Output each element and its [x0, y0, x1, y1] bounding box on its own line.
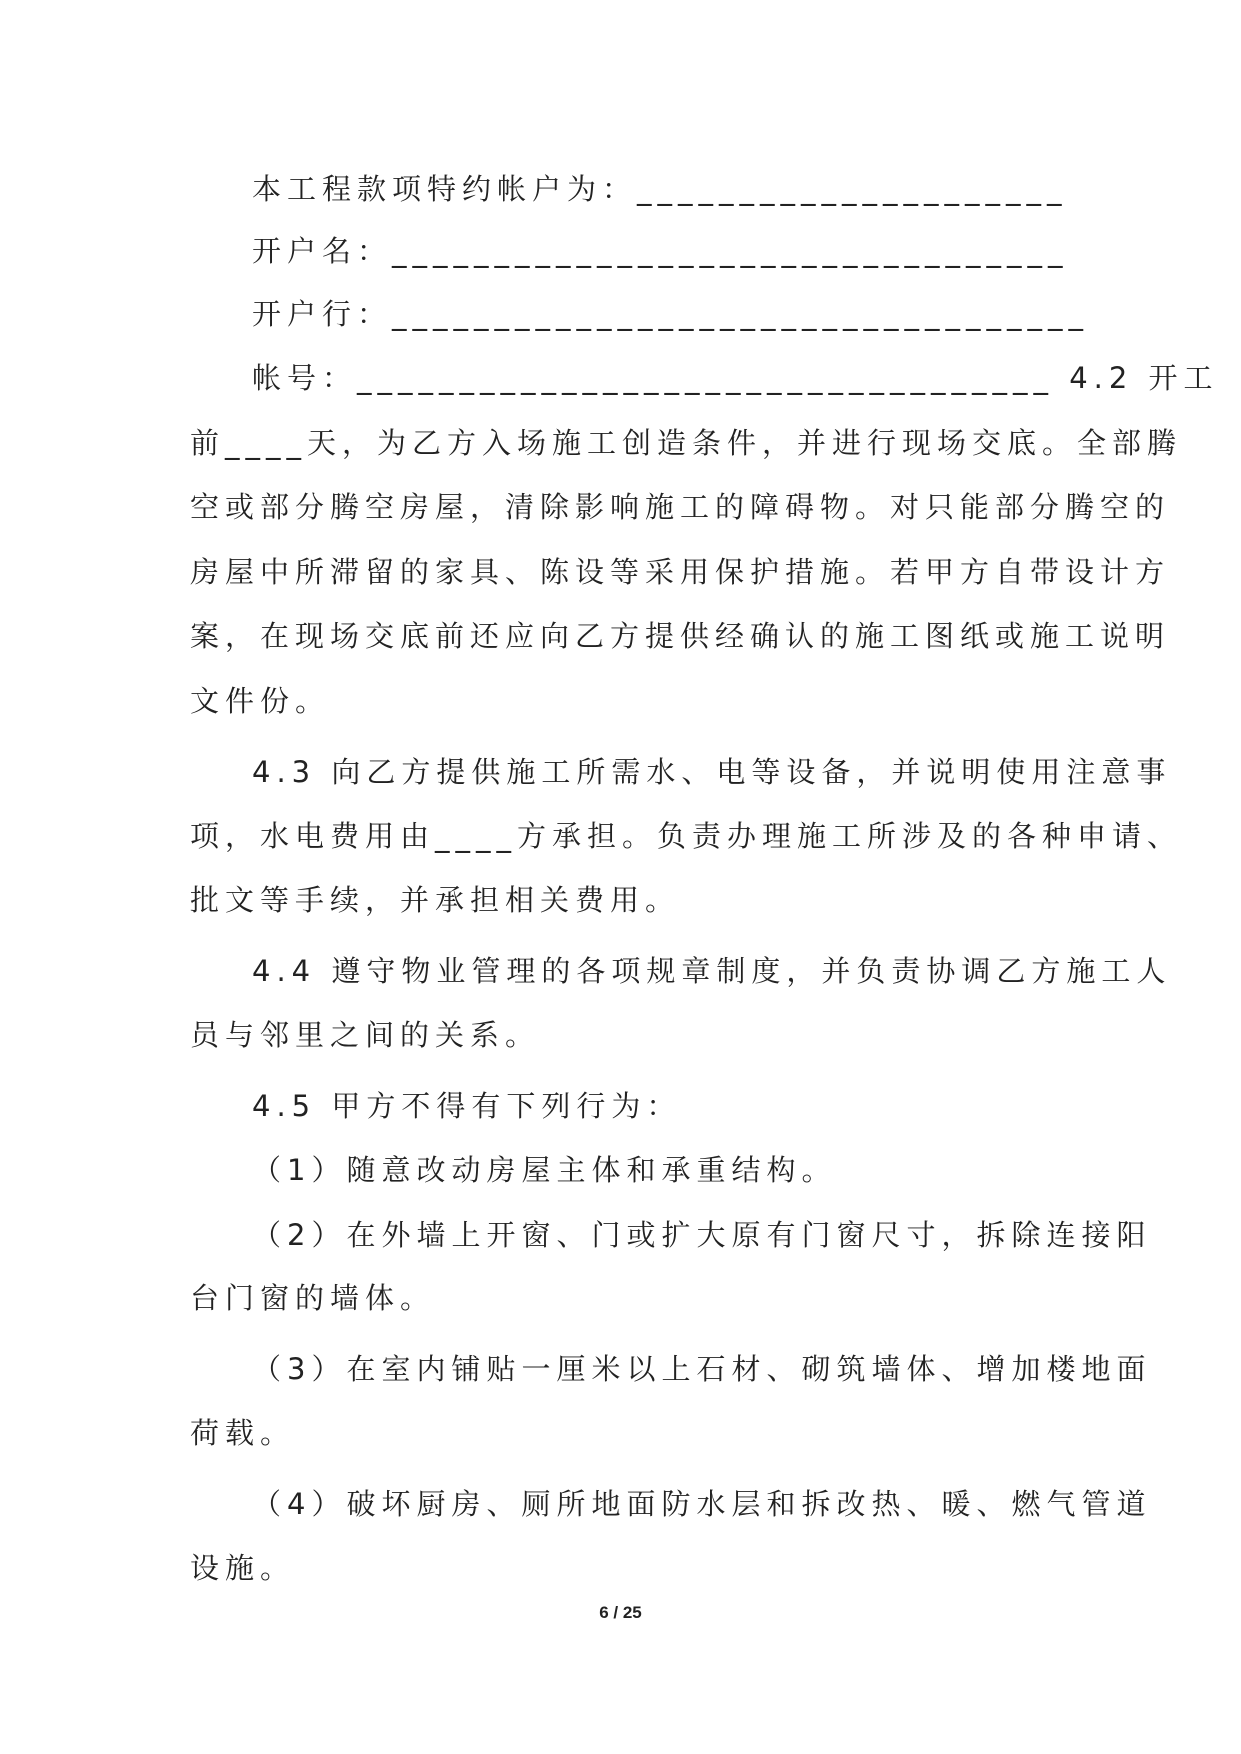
text-line: 帐号：__________________________________ 4.2 开工 — [252, 361, 1219, 395]
text-line: 本工程款项特约帐户为：_____________________ — [252, 172, 1068, 206]
text-line: 房屋中所滞留的家具、陈设等采用保护措施。若甲方自带设计方 — [190, 555, 1171, 589]
text-line: 文件份。 — [190, 684, 331, 718]
text-line: 批文等手续，并承担相关费用。 — [190, 883, 681, 917]
page-number: 6 / 25 — [599, 1603, 642, 1622]
text-line: 4.4 遵守物业管理的各项规章制度，并负责协调乙方施工人 — [252, 954, 1172, 988]
text-line: 员与邻里之间的关系。 — [190, 1018, 541, 1052]
text-line: 开户名：_________________________________ — [252, 234, 1069, 268]
text-line: （4）破坏厨房、厕所地面防水层和拆改热、暖、燃气管道 — [252, 1487, 1152, 1521]
text-line: （2）在外墙上开窗、门或扩大原有门窗尺寸，拆除连接阳 — [252, 1218, 1152, 1252]
text-line: 设施。 — [190, 1551, 296, 1585]
text-line: （1）随意改动房屋主体和承重结构。 — [252, 1153, 837, 1187]
text-line: 前____天，为乙方入场施工创造条件，并进行现场交底。全部腾 — [190, 426, 1183, 460]
text-line: 项，水电费用由____方承担。负责办理施工所涉及的各种申请、 — [190, 819, 1183, 853]
text-line: 案，在现场交底前还应向乙方提供经确认的施工图纸或施工说明 — [190, 619, 1171, 653]
text-line: 4.3 向乙方提供施工所需水、电等设备，并说明使用注意事 — [252, 755, 1172, 789]
text-line: 空或部分腾空房屋，清除影响施工的障碍物。对只能部分腾空的 — [190, 490, 1171, 524]
text-line: 4.5 甲方不得有下列行为： — [252, 1089, 682, 1123]
text-line: 荷载。 — [190, 1416, 296, 1450]
text-line: （3）在室内铺贴一厘米以上石材、砌筑墙体、增加楼地面 — [252, 1352, 1152, 1386]
text-line: 台门窗的墙体。 — [190, 1281, 436, 1315]
text-line: 开户行：__________________________________ — [252, 297, 1090, 331]
